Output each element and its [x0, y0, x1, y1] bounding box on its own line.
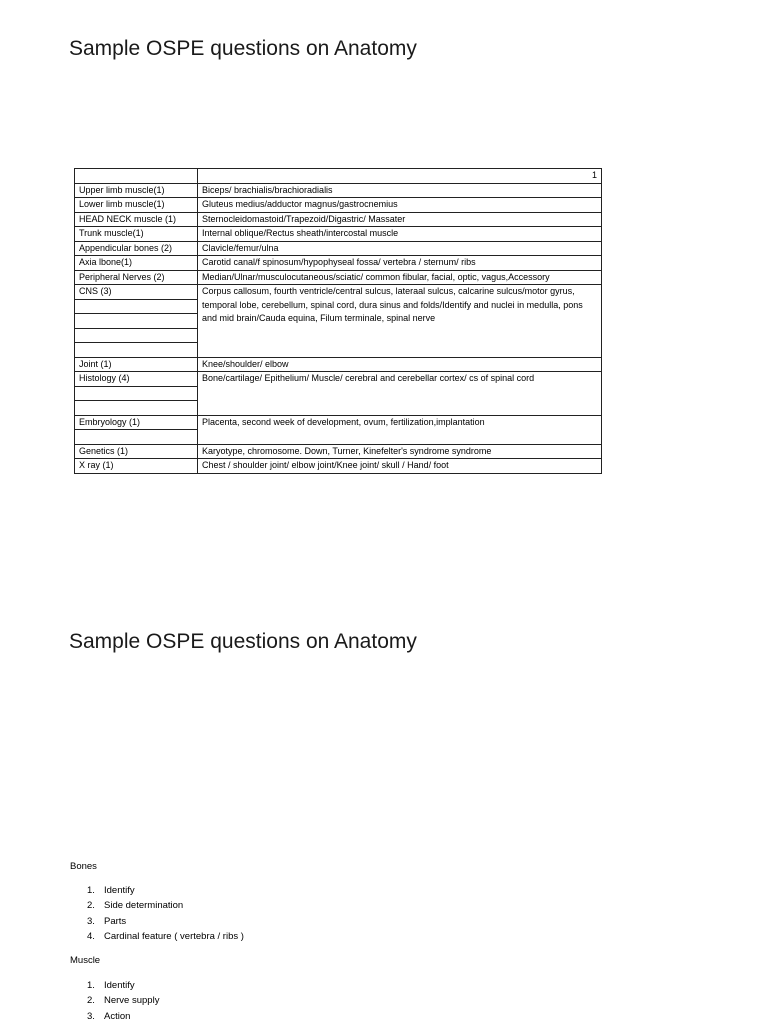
list-number: 3.: [87, 1010, 95, 1022]
table-row: [75, 444, 602, 459]
list-number: 1.: [87, 980, 95, 991]
bones-section-label: Bones: [70, 861, 97, 872]
content-cell: Median/Ulnar/musculocutaneous/sciatic/ common fibular, facial, optic, vagus,Accessory: [198, 270, 602, 285]
topic-cell: CNS (3): [75, 285, 198, 300]
content-cell: Corpus callosum, fourth ventricle/central sulcus, lateraal sulcus, calcarine sulcus/motor gyrus, temporal lobe, cerebellum, spinal cord, dura sinus and folds/Identify and nuclei in medulla, pons and mid brain/Cauda equina, Filum terminale, spinal nerve: [198, 285, 602, 358]
topic-cell: Genetics (1): [75, 444, 198, 459]
content-cell: Sternocleidomastoid/Trapezoid/Digastric/ Massater: [198, 212, 602, 227]
table-row: [75, 459, 602, 474]
list-text: Identify: [104, 885, 135, 896]
table-row: [75, 270, 602, 285]
bones-list: [87, 883, 244, 944]
list-item: [87, 929, 244, 944]
list-text: Action: [104, 1010, 131, 1022]
page-title-repeat: Sample OSPE questions on Anatomy: [69, 630, 417, 653]
table-row: [75, 212, 602, 227]
list-item: [87, 1009, 159, 1024]
page-title: Sample OSPE questions on Anatomy: [69, 37, 417, 60]
blank-cell: [75, 314, 198, 329]
muscle-list: [87, 978, 159, 1024]
topic-cell: Lower limb muscle(1): [75, 198, 198, 213]
table-cell-empty: [75, 169, 198, 184]
table-row: [75, 227, 602, 242]
topic-cell: Trunk muscle(1): [75, 227, 198, 242]
list-text: Cardinal feature ( vertebra / ribs ): [104, 930, 244, 942]
topics-table: [74, 168, 602, 474]
blank-cell: [75, 343, 198, 358]
content-cell: Clavicle/femur/ulna: [198, 241, 602, 256]
list-item: [87, 978, 159, 993]
table-row: [75, 285, 602, 300]
table-row: [75, 256, 602, 271]
blank-cell: [75, 299, 198, 314]
list-number: 3.: [87, 915, 95, 927]
blank-cell: [75, 386, 198, 401]
list-text: Parts: [104, 915, 127, 927]
table-header-number: 1: [198, 169, 602, 184]
topic-cell: X ray (1): [75, 459, 198, 474]
muscle-section-label: Muscle: [70, 955, 101, 966]
content-cell: Knee/shoulder/ elbow: [198, 357, 602, 372]
list-number: 2.: [87, 900, 95, 912]
table-header-row: [75, 169, 602, 184]
topic-cell: Appendicular bones (2): [75, 241, 198, 256]
list-item: [87, 914, 244, 929]
list-number: 4.: [87, 930, 95, 942]
topic-cell: Joint (1): [75, 357, 198, 372]
table-row: [75, 415, 602, 430]
content-cell: Carotid canal/f spinosum/hypophyseal fossa/ vertebra / sternum/ ribs: [198, 256, 602, 271]
content-cell: Biceps/ brachialis/brachioradialis: [198, 183, 602, 198]
blank-cell: [75, 328, 198, 343]
table-row: [75, 357, 602, 372]
list-text: Side determination: [104, 900, 184, 912]
list-text: Nerve supply: [104, 995, 160, 1007]
topic-cell: Histology (4): [75, 372, 198, 387]
topic-cell: Upper limb muscle(1): [75, 183, 198, 198]
list-item: [87, 993, 159, 1008]
list-text: Identify: [104, 980, 135, 991]
table-row: [75, 372, 602, 387]
content-cell: Karyotype, chromosome. Down, Turner, Kinefelter's syndrome syndrome: [198, 444, 602, 459]
content-cell: Internal oblique/Rectus sheath/intercostal muscle: [198, 227, 602, 242]
content-cell: Bone/cartilage/ Epithelium/ Muscle/ cerebral and cerebellar cortex/ cs of spinal cord: [198, 372, 602, 416]
list-number: 1.: [87, 885, 95, 896]
content-cell: Gluteus medius/adductor magnus/gastrocnemius: [198, 198, 602, 213]
table-row: [75, 241, 602, 256]
topic-cell: HEAD NECK muscle (1): [75, 212, 198, 227]
table-row: [75, 183, 602, 198]
content-cell: Placenta, second week of development, ovum, fertilization,implantation: [198, 415, 602, 444]
blank-cell: [75, 401, 198, 416]
content-cell: Chest / shoulder joint/ elbow joint/Knee joint/ skull / Hand/ foot: [198, 459, 602, 474]
list-item: [87, 898, 244, 913]
blank-cell: [75, 430, 198, 445]
list-item: [87, 883, 244, 898]
topic-cell: Axia lbone(1): [75, 256, 198, 271]
list-number: 2.: [87, 995, 95, 1007]
topic-cell: Peripheral Nerves (2): [75, 270, 198, 285]
table-row: [75, 198, 602, 213]
topic-cell: Embryology (1): [75, 415, 198, 430]
